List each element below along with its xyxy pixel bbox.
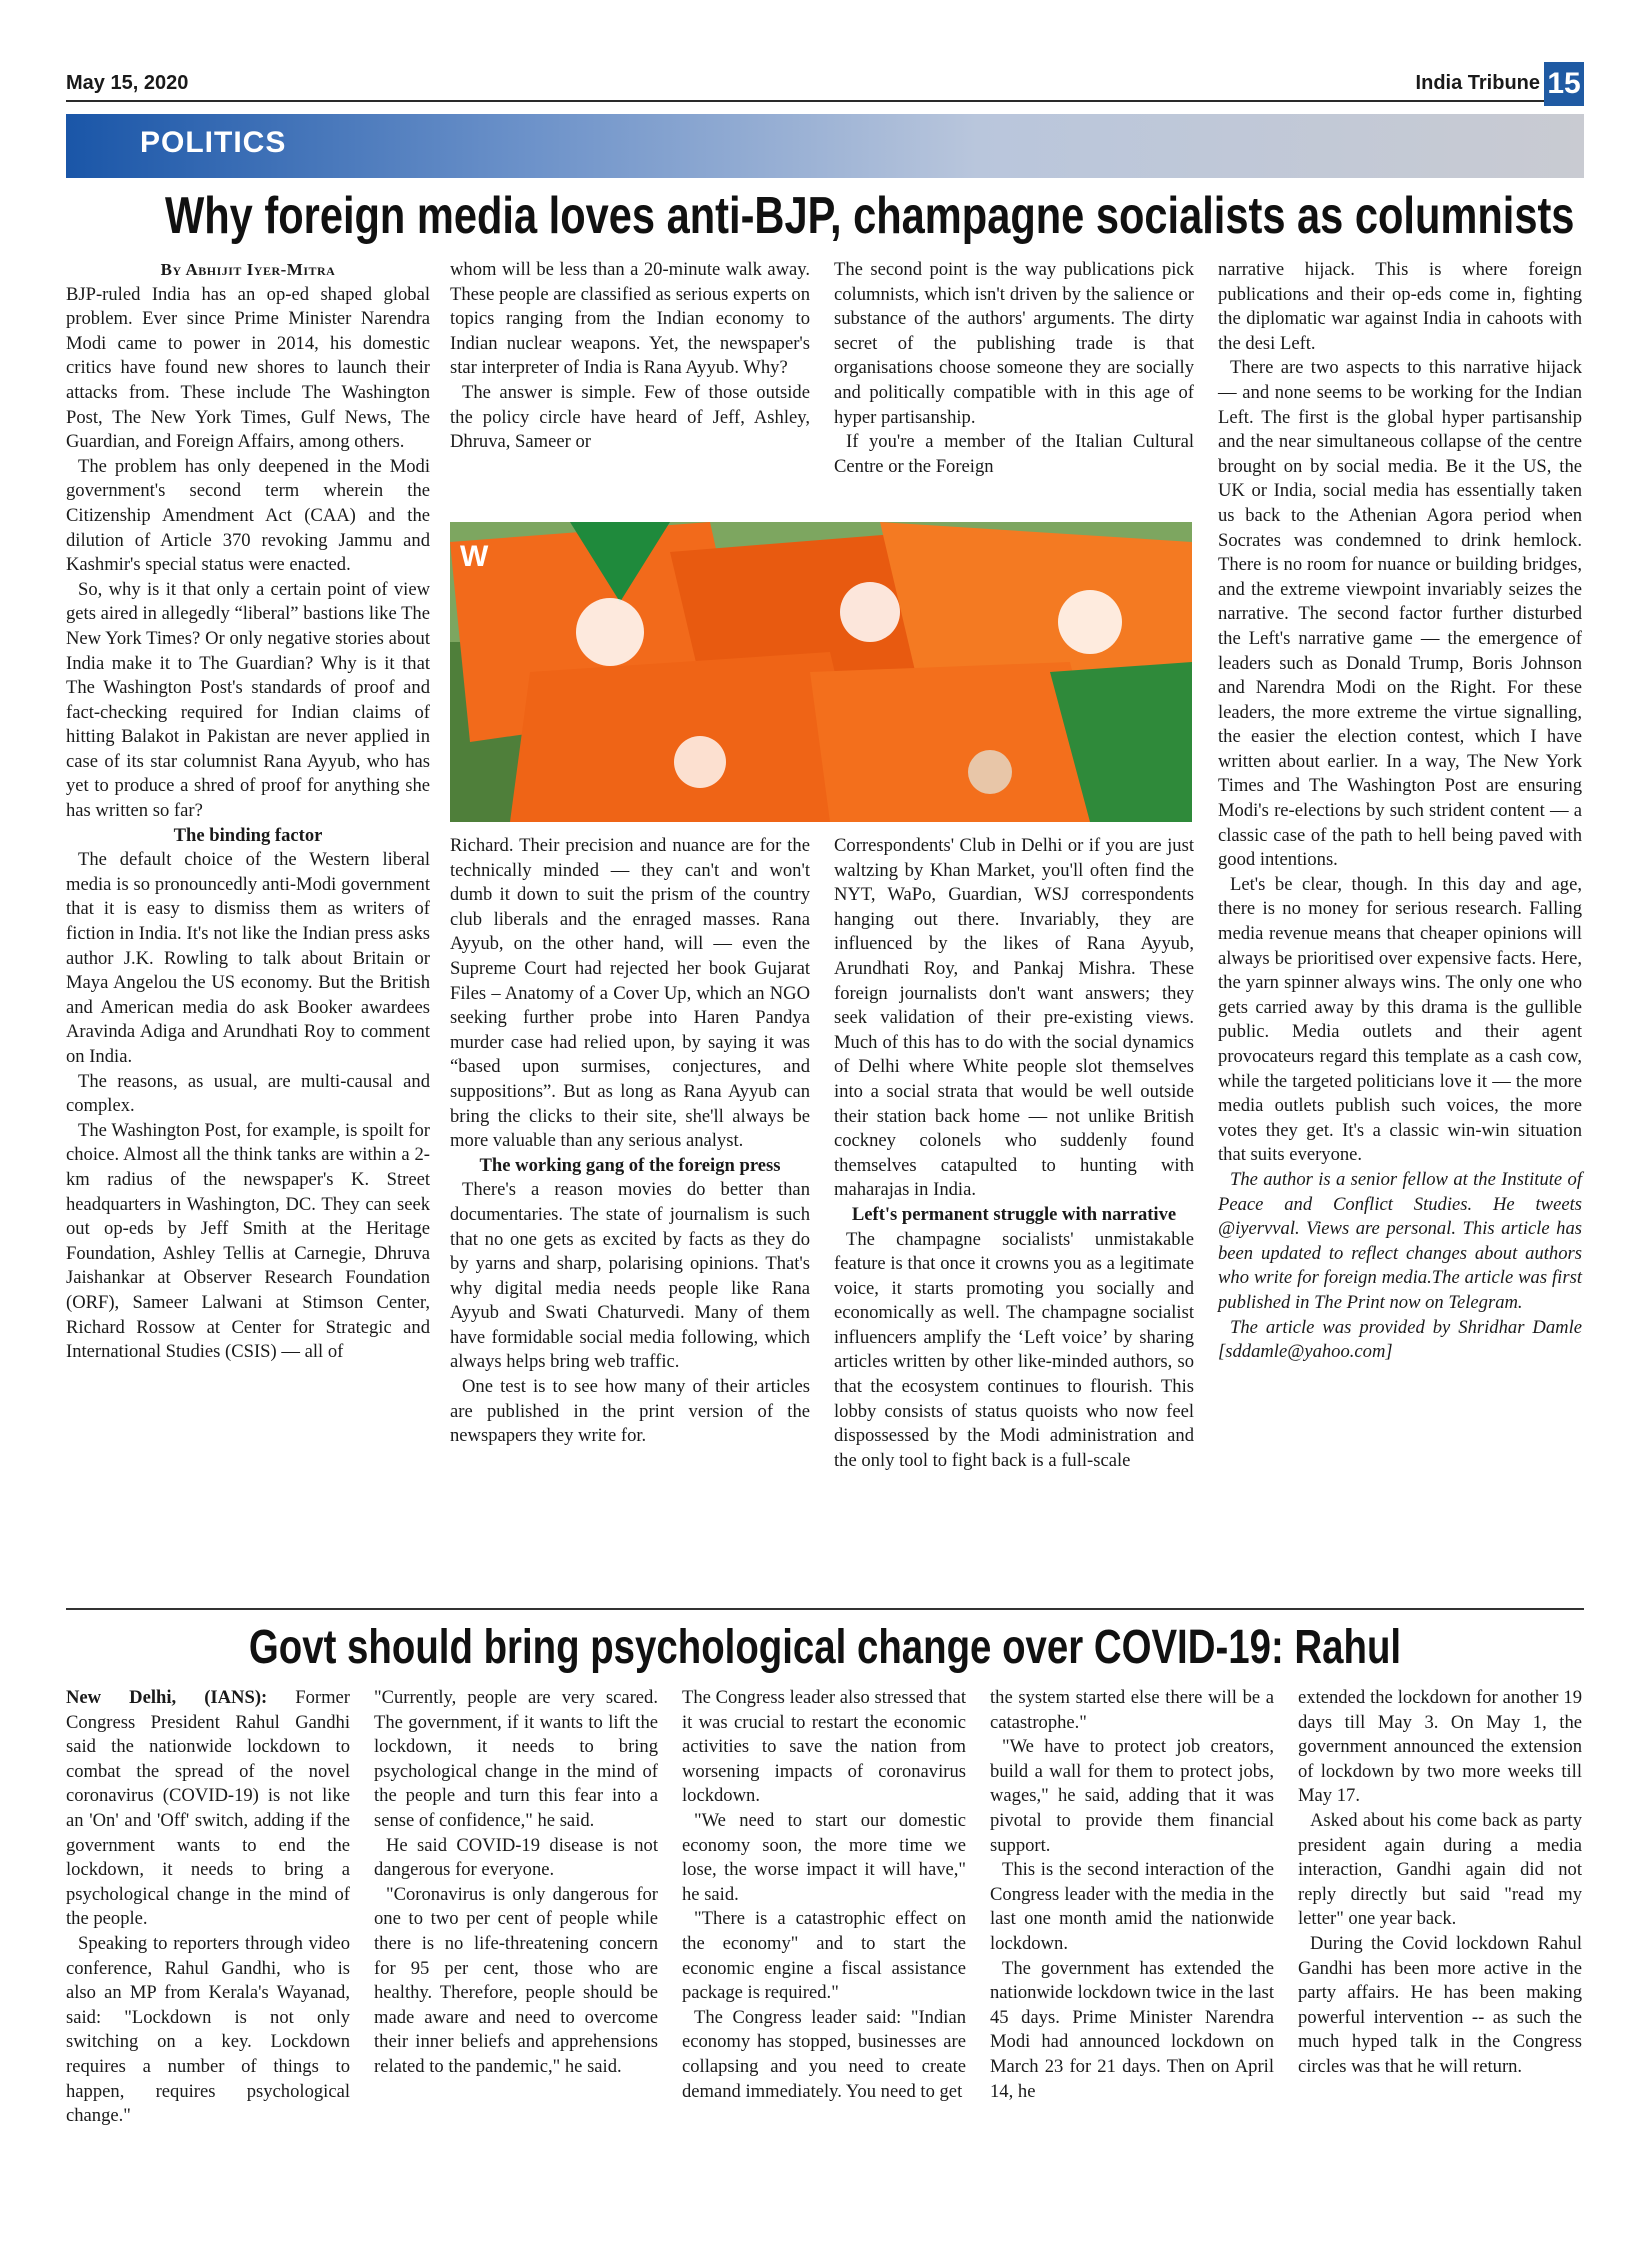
subheading: The working gang of the foreign press — [479, 1154, 781, 1176]
article1-column-3-top — [834, 258, 1194, 479]
author-note: The author is a senior fellow at the Institute of Peace and Conflict Studies. He tweets @iyervval. Views are personal. This article has been updated to reflect changes about authors who write for foreign media.The article was first published in The Print now on Telegram. — [1218, 1168, 1582, 1313]
article2-column-2 — [374, 1686, 658, 2080]
paragraph: If you're a member of the Italian Cultural Centre or the Foreign — [834, 431, 1194, 477]
paragraph: BJP-ruled India has an op-ed shaped global problem. Ever since Prime Minister Narendra Modi came to power in 2014, his domestic critics have found new shores to launch their attacks from. These include The Washington Post, The New York Times, Gulf News, The Guardian, and Foreign Affairs, among others. — [66, 283, 430, 453]
paragraph: The Washington Post, for example, is spoilt for choice. Almost all the think tanks are within a 2-km radius of the newspaper's K. Street headquarters in Washington, DC. They can seek out op-eds by Jeff Smith at the Heritage Foundation, Ashley Tellis at Carnegie, Dhruva Jaishankar at Observer Research Foundation (ORF), Sameer Lalwani at Stimson Center, Richard Rossow at Center for Strategic and International Studies (CSIS) — all of — [66, 1119, 430, 1363]
paragraph: He said COVID-19 disease is not dangerous for everyone. — [374, 1834, 658, 1881]
paragraph: The Congress leader also stressed that it was crucial to restart the economic activities to save the nation from worsening impacts of coronavirus lockdown. — [682, 1687, 966, 1807]
paragraph: The government has extended the nationwide lockdown twice in the last 45 days. Prime Minister Narendra Modi had announced lockdown on March 23 for 21 days. Then on April 14, he — [990, 1957, 1274, 2102]
article2-column-1 — [66, 1686, 350, 2129]
article2-column-5 — [1298, 1686, 1582, 2080]
paragraph: "We have to protect job creators, build a wall for them to protect jobs, wages," he said, adding that it was pivotal to provide them financial support. — [990, 1736, 1274, 1856]
paragraph: "There is a catastrophic effect on the economy" and to start the economic engine a fiscal assistance package is required." — [682, 1908, 966, 2004]
paragraph: narrative hijack. This is where foreign publications and their op-eds come in, fighting the diplomatic war against India in cahoots with the desi Left. — [1218, 259, 1582, 354]
paragraph: Correspondents' Club in Delhi or if you are just waltzing by Khan Market, you'll often find the NYT, WaPo, Guardian, WSJ correspondents hanging out there. Invariably, they are influenced by the likes of Rana Ayyub, Arundhati Roy, and Pankaj Mishra. These foreign journalists don't want answers; they seek validation of their pre-existing views. Much of this has to do with the social dynamics of Delhi where White people slot themselves into a social strata that would be well outside their station back home — not unlike British cockney colonels who suddenly found themselves catapulted to hunting with maharajas in India. — [834, 835, 1194, 1201]
article-headline: Why foreign media loves anti-BJP, champagne socialists as columnists — [165, 187, 1575, 245]
article1-column-3-bottom — [834, 834, 1194, 1473]
paragraph: There's a reason movies do better than documentaries. The state of journalism is such that no one gets as excited by facts as they do by yarns and sharp, polarising opinions. That's why digital media needs people like Rana Ayyub and Swati Chaturvedi. Many of them have formidable social media following, which always helps bring web traffic. — [450, 1179, 810, 1373]
photo-watermark-logo: W — [460, 540, 489, 573]
paragraph: Speaking to reporters through video conference, Rahul Gandhi, who is also an MP from Kerala's Wayanad, said: "Lockdown is not only switching on a key. Lockdown requires a number of things to happen, requires psychological change." — [66, 1932, 350, 2127]
paragraph: Asked about his come back as party president again during a media interaction, Gandhi again did not reply directly but said "read my letter" one year back. — [1298, 1809, 1582, 1930]
paragraph — [66, 1686, 350, 1932]
issue-date: May 15, 2020 — [66, 72, 189, 94]
article2-column-3 — [682, 1686, 966, 2104]
paragraph: Let's be clear, though. In this day and age, there is no money for serious research. Falling media revenue means that cheaper opinions will always be prioritised over expensive facts. Here, the yarn spinner always wins. The only one who gets carried away by this drama is the gullible public. Media outlets and their agent provocateurs regard this template as a cash cow, while the targeted politicians love it — the more media outlets publish such voices, the more votes they get. It's a classic win-win situation that suits everyone. — [1218, 873, 1582, 1166]
article1-column-4 — [1218, 258, 1582, 1365]
article1-column-2-bottom — [450, 834, 810, 1449]
article1-column-1 — [66, 258, 430, 1365]
section-bar — [66, 114, 1584, 178]
paragraph: extended the lockdown for another 19 days till May 3. On May 1, the government announced the extension of lockdown by two more weeks till May 17. — [1298, 1687, 1582, 1807]
publication-name: India Tribune — [1415, 72, 1540, 94]
paragraph: The second point is the way publications pick columnists, which isn't driven by the salience or substance of the authors' arguments. The dirty secret of the publishing trade is that organisations choose someone they are socially and politically compatible with in this age of hyper partisanship. — [834, 259, 1194, 428]
paragraph: During the Covid lockdown Rahul Gandhi has been more active in the party affairs. He has been making powerful intervention -- as such the much hyped talk in the Congress circles was that he will return. — [1298, 1932, 1582, 2077]
header-rule — [66, 100, 1546, 102]
dateline: New Delhi, (IANS): — [66, 1687, 268, 1708]
paragraph: The Congress leader said: "Indian economy has stopped, businesses are collapsing and you need to create demand immediately. You need to get — [682, 2006, 966, 2102]
article-headline: Govt should bring psychological change over COVID-19: Rahul — [248, 1621, 1402, 1674]
flags-illustration — [450, 522, 1192, 822]
paragraph: The reasons, as usual, are multi-causal and complex. — [66, 1070, 430, 1117]
paragraph-text: Former Congress President Rahul Gandhi said the nationwide lockdown to combat the spread of the novel coronavirus (COVID-19) is not like an 'On' and 'Off' switch, adding if the government wants to end the lockdown, it needs to bring a psychological change in the mind of the people. — [66, 1687, 350, 1930]
paragraph: "Currently, people are very scared. The government, if it wants to lift the lockdown, it needs to bring psychological change in the mind of the people and turn this fear into a sense of confidence," he said. — [374, 1687, 658, 1831]
paragraph: The answer is simple. Few of those outside the policy circle have heard of Jeff, Ashley, Dhruva, Sameer or — [450, 381, 810, 453]
paragraph: whom will be less than a 20-minute walk away. These people are classified as serious experts on topics ranging from the Indian economy to Indian nuclear weapons. Yet, the newspaper's star interpreter of India is Rana Ayyub. Why? — [450, 259, 810, 379]
paragraph: Richard. Their precision and nuance are for the technically minded — they can't and won't dumb it down to suit the prism of the country club liberals and the enraged masses. Rana Ayyub, on the other hand, will — even the Supreme Court had rejected her book Gujarat Files – Anatomy of a Cover Up, which an NGO seeking further probe into Haren Pandya murder case had relied upon, by saying it was “based upon surmises, conjectures, and suppositions”. But as long as Rana Ayyub can bring the clicks to their site, she'll always be more valuable than any serious analyst. — [450, 835, 810, 1152]
byline: By Abhijit Iyer-Mitra — [160, 260, 336, 279]
subheading: Left's permanent struggle with narrative — [851, 1203, 1177, 1225]
section-label: POLITICS — [140, 126, 287, 159]
paragraph: the system started else there will be a catastrophe." — [990, 1687, 1274, 1733]
paragraph: The champagne socialists' unmistakable feature is that once it crowns you as a legitimate voice, it starts promoting you socially and economically as well. The champagne socialist influencers amplify the ‘Left voice’ by sharing articles written by other like-minded authors, so that the ecosystem continues to flourish. This lobby consists of status quoists who now feel dispossessed by the Modi administration and the only tool to fight back is a full-scale — [834, 1228, 1194, 1471]
paragraph: There are two aspects to this narrative hijack — and none seems to be working for the Indian Left. The first is the global hyper partisanship and the near simultaneous collapse of the centre brought on by social media. Be it the US, the UK or India, social media has essentially taken us back to the Athenian Agora period when Socrates was condemned to drink hemlock. There is no room for nuance or building bridges, and the extreme viewpoint invariably seizes the narrative. The second factor further disturbed the Left's narrative game — the emergence of leaders such as Donald Trump, Boris Johnson and Narendra Modi on the Right. For these leaders, the more extreme the virtue signalling, the easier the election contest, which I have written about earlier. In a way, The New York Times and The Washington Post are ensuring Modi's re-elections by such strident content — a classic case of the path to hell being paved with good intentions. — [1218, 357, 1582, 871]
article1-column-2-top — [450, 258, 810, 455]
article2-column-4 — [990, 1686, 1274, 2104]
author-note: The article was provided by Shridhar Damle [sddamle@yahoo.com] — [1218, 1316, 1582, 1363]
paragraph: "We need to start our domestic economy soon, the more time we lose, the worse impact it will have," he said. — [682, 1809, 966, 1905]
paragraph: One test is to see how many of their articles are published in the print version of the newspapers they write for. — [450, 1376, 810, 1447]
article-divider — [66, 1608, 1584, 1610]
paragraph: The problem has only deepened in the Modi government's second term wherein the Citizenship Amendment Act (CAA) and the dilution of Article 370 revoking Jammu and Kashmir's special status were enacted. — [66, 455, 430, 576]
subheading: The binding factor — [173, 824, 323, 846]
paragraph: "Coronavirus is only dangerous for one to two per cent of people while there is no life-threatening concern for 95 per cent, those who are healthy. Therefore, people should be made aware and need to overcome their inner beliefs and apprehensions related to the pandemic," he said. — [374, 1883, 658, 2077]
paragraph: The default choice of the Western liberal media is so pronouncedly anti-Modi government that it is easy to dismiss them as writers of fiction in India. It's not like the Indian press asks author J.K. Rowling to talk about Britain or Maya Angelou the US economy. But the British and American media do ask Booker awardees Aravinda Adiga and Arundhati Roy to comment on India. — [66, 849, 430, 1067]
rally-photo — [450, 522, 1192, 822]
page-number: 15 — [1544, 62, 1584, 106]
paragraph: This is the second interaction of the Congress leader with the media in the last one month amid the nationwide lockdown. — [990, 1859, 1274, 1954]
paragraph: So, why is it that only a certain point of view gets aired in allegedly “liberal” bastions like The New York Times? Or only negative stories about India make it to The Guardian? Why is it that The Washington Post's standards of proof and fact-checking required for Indian claims of hitting Balakot in Pakistan are never applied in case of its star columnist Rana Ayyub, who has yet to produce a shred of proof for anything she has written so far? — [66, 578, 430, 822]
